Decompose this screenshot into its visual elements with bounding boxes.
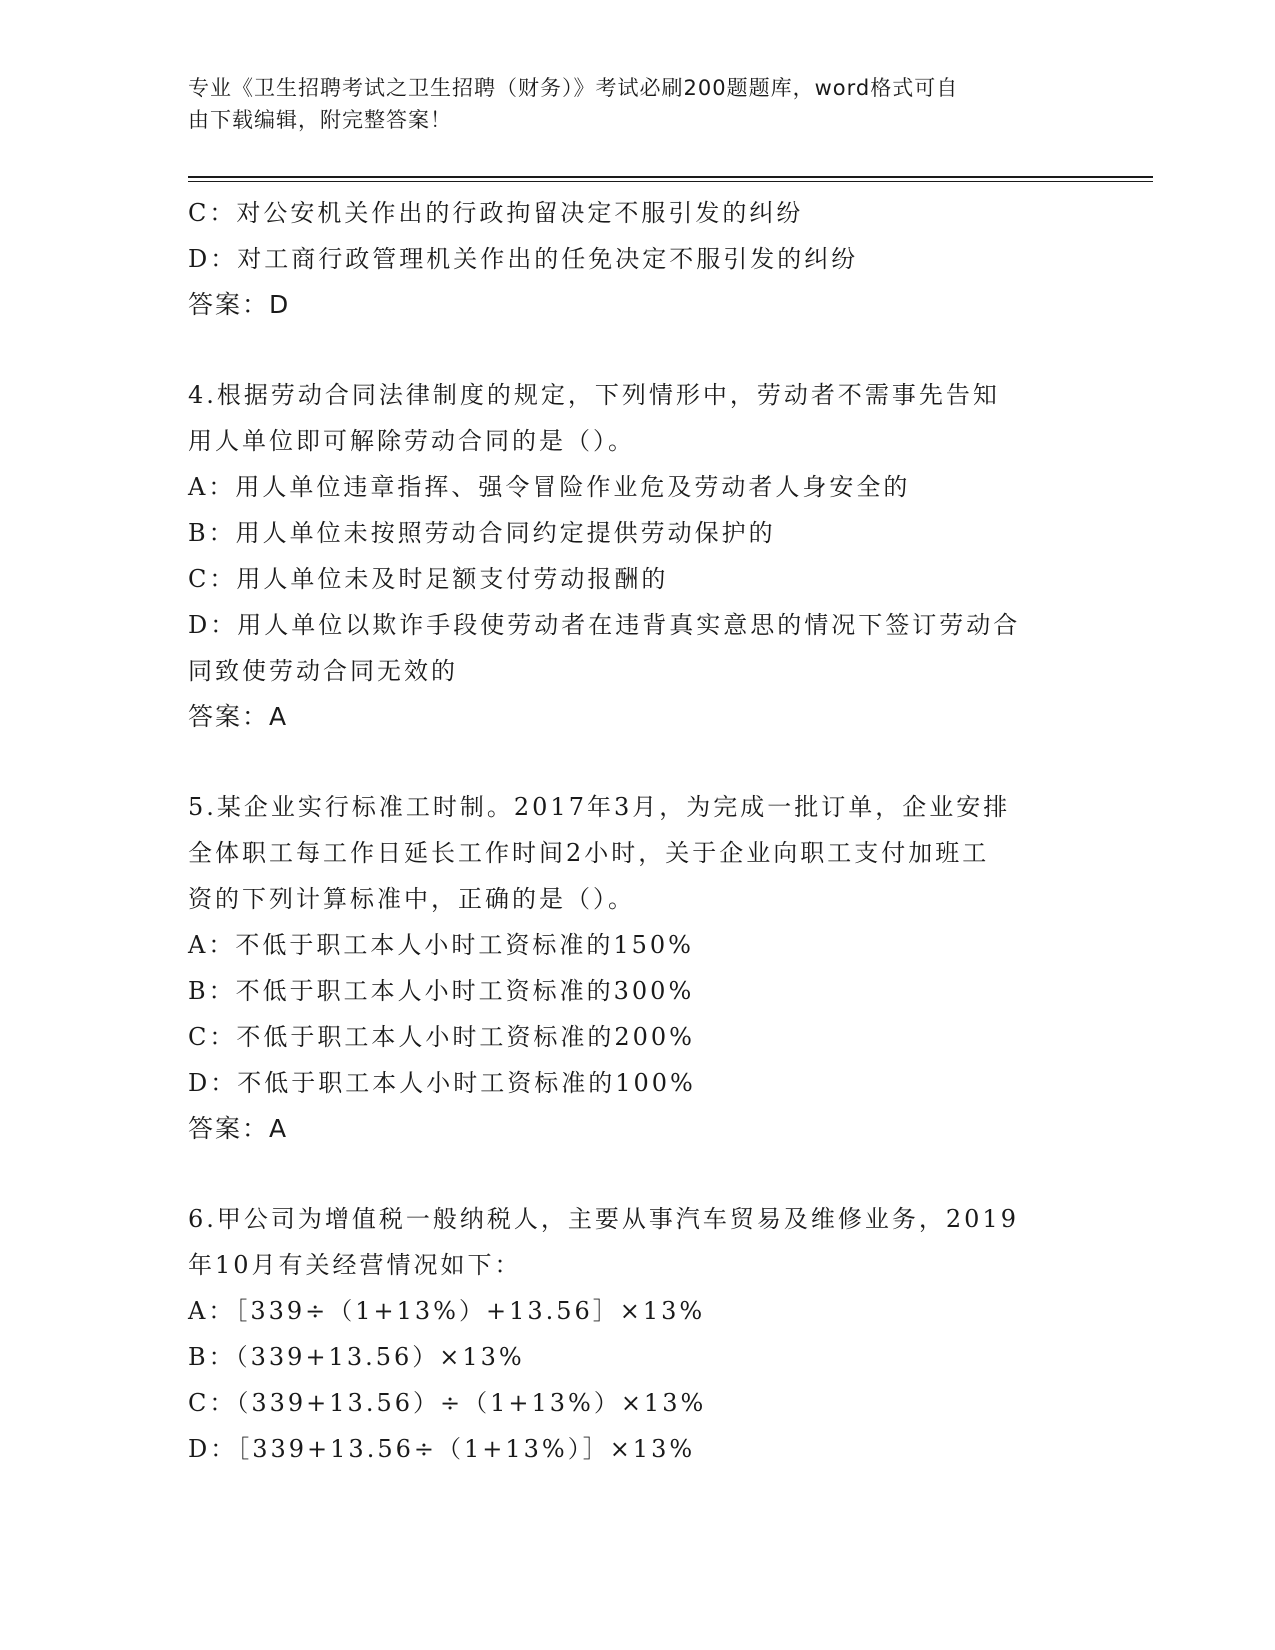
q4-option-a: A：用人单位违章指挥、强令冒险作业危及劳动者人身安全的 <box>188 473 911 501</box>
q3-option-c: C：对公安机关作出的行政拘留决定不服引发的纠纷 <box>188 199 804 227</box>
question-6 <box>188 1196 1088 1472</box>
q5-option-d: D：不低于职工本人小时工资标准的100% <box>188 1069 696 1097</box>
q6-option-c: C：（339+13.56）÷（1+13%）×13% <box>188 1389 707 1417</box>
q4-option-c: C：用人单位未及时足额支付劳动报酬的 <box>188 565 669 593</box>
q3-option-d: D：对工商行政管理机关作出的任免决定不服引发的纠纷 <box>188 245 859 273</box>
q6-option-a: A：［339÷（1+13%）+13.56］×13% <box>188 1297 706 1325</box>
q3-answer: 答案：D <box>188 290 291 319</box>
spacer <box>188 328 1088 372</box>
q5-stem-line-3: 资的下列计算标准中，正确的是（）。 <box>188 885 635 913</box>
q5-answer: 答案：A <box>188 1114 289 1143</box>
q5-stem-line-1: 5.某企业实行标准工时制。2017年3月，为完成一批订单，企业安排 <box>188 793 1011 821</box>
q5-option-a: A：不低于职工本人小时工资标准的150% <box>188 931 694 959</box>
q5-option-b: B：不低于职工本人小时工资标准的300% <box>188 977 695 1005</box>
q5-option-c: C：不低于职工本人小时工资标准的200% <box>188 1023 695 1051</box>
q5-stem-line-2: 全体职工每工作日延长工作时间2小时，关于企业向职工支付加班工 <box>188 839 990 867</box>
q6-option-b: B：（339+13.56）×13% <box>188 1343 525 1371</box>
header-line-2: 由下载编辑，附完整答案！ <box>188 108 452 132</box>
q4-option-b: B：用人单位未按照劳动合同约定提供劳动保护的 <box>188 519 776 547</box>
q6-stem-line-2: 年10月有关经营情况如下： <box>188 1251 522 1279</box>
q6-stem-line-1: 6.甲公司为增值税一般纳税人，主要从事汽车贸易及维修业务，2019 <box>188 1205 1019 1233</box>
q4-answer: 答案：A <box>188 702 289 731</box>
question-list <box>188 190 1088 1472</box>
q4-stem-line-1: 4.根据劳动合同法律制度的规定，下列情形中，劳动者不需事先告知 <box>188 381 1000 409</box>
header-line-1: 专业《卫生招聘考试之卫生招聘（财务）》考试必刷200题题库，word格式可自 <box>188 76 959 100</box>
q6-option-d: D：［339+13.56÷（1+13%）］×13% <box>188 1435 696 1463</box>
question-5 <box>188 784 1088 1152</box>
spacer <box>188 740 1088 784</box>
question-4 <box>188 372 1088 740</box>
q4-stem-line-2: 用人单位即可解除劳动合同的是（）。 <box>188 427 635 455</box>
header-divider-thick <box>188 176 1153 178</box>
question-3-tail <box>188 190 1088 328</box>
header-divider-thin <box>188 181 1153 182</box>
spacer <box>188 1152 1088 1196</box>
document-header <box>188 72 1068 136</box>
q4-option-d-line-1: D：用人单位以欺诈手段使劳动者在违背真实意思的情况下签订劳动合 <box>188 611 1021 639</box>
q4-option-d-line-2: 同致使劳动合同无效的 <box>188 657 458 685</box>
